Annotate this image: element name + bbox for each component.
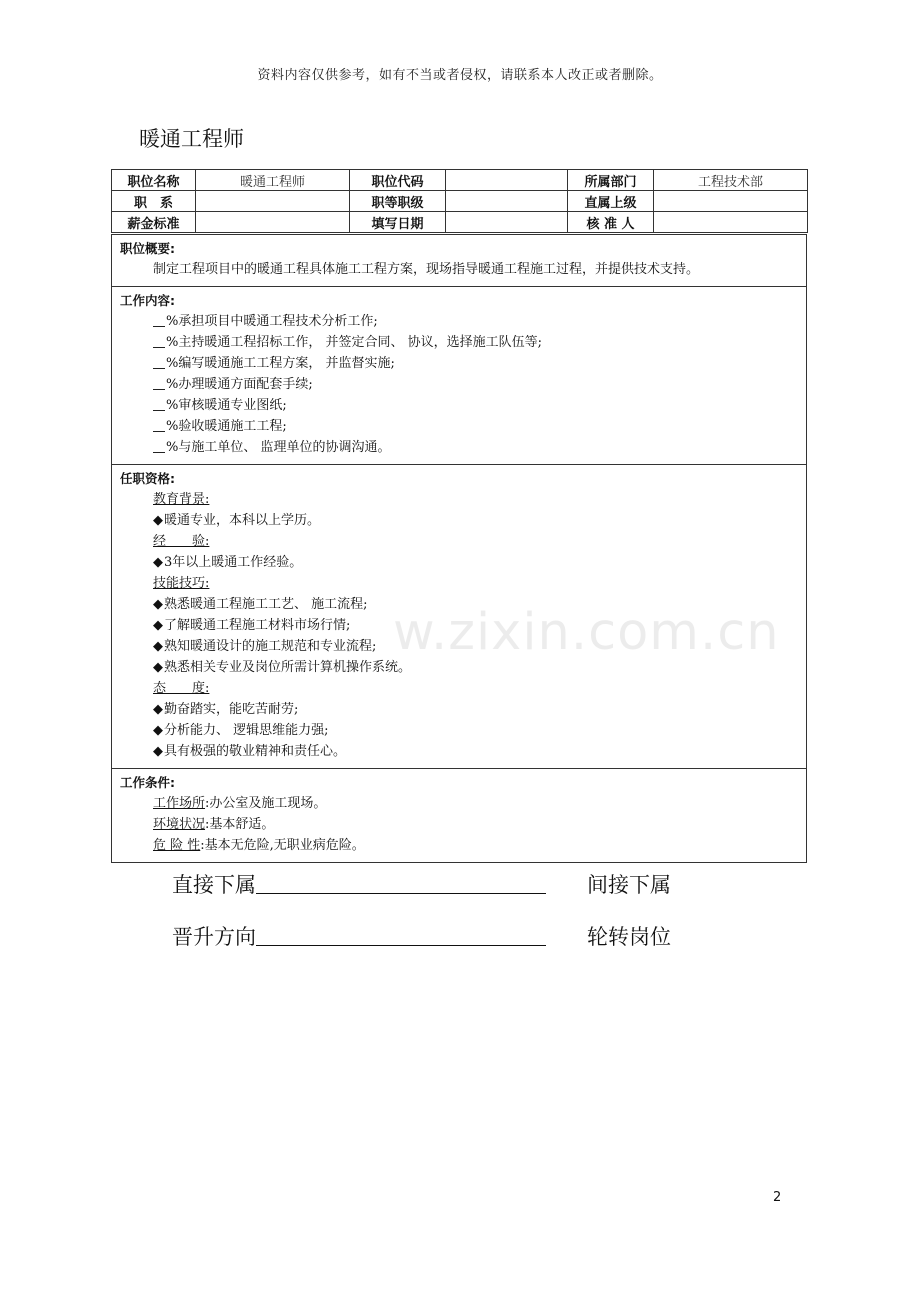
percent-blank (153, 417, 165, 432)
list-item (120, 510, 798, 531)
duty-text: %与施工单位、 监理单位的协调沟通。 (166, 440, 391, 455)
env-label: 环境状况 (153, 817, 206, 832)
list-item (120, 374, 798, 395)
summary-heading: 职位概要: (120, 241, 175, 256)
list-item (120, 395, 798, 416)
list-item (120, 720, 798, 741)
skill-text: 熟知暖通设计的施工规范和专业流程; (164, 639, 377, 654)
diamond-bullet-icon: ◆ (153, 702, 163, 717)
experience-label (120, 531, 798, 552)
list-item (120, 332, 798, 353)
attitude-label (120, 678, 798, 699)
label-job-family: 职 系 (112, 191, 196, 212)
value-supervisor (654, 191, 808, 212)
diamond-bullet-icon: ◆ (153, 513, 163, 528)
conditions-heading: 工作条件: (120, 775, 175, 790)
risk-label: 危 险 性 (153, 838, 201, 853)
table-row (112, 212, 808, 233)
duty-text: %验收暖通施工工程; (166, 419, 287, 434)
percent-blank (153, 438, 165, 453)
label-position-name: 职位名称 (112, 170, 196, 191)
skill-text: 了解暖通工程施工材料市场行情; (164, 618, 351, 633)
attitude-text: 勤奋踏实，能吃苦耐劳; (164, 702, 299, 717)
env-text: :基本舒适。 (205, 817, 275, 832)
label-supervisor: 直属上级 (568, 191, 654, 212)
list-item (120, 793, 798, 814)
duty-text: %审核暖通专业图纸; (166, 398, 287, 413)
value-job-family (196, 191, 350, 212)
diamond-bullet-icon: ◆ (153, 744, 163, 759)
diamond-bullet-icon: ◆ (153, 660, 163, 675)
page-number: 2 (773, 1190, 782, 1205)
direct-subordinates-line (256, 871, 546, 894)
duty-text: %编写暖通施工工程方案， 并监督实施; (166, 356, 395, 371)
risk-text: :基本无危险,无职业病危险。 (200, 838, 365, 853)
place-text: :办公室及施工现场。 (205, 796, 327, 811)
value-department: 工程技术部 (654, 170, 808, 191)
skills-label (120, 573, 798, 594)
experience-label-text: 经 验: (153, 534, 210, 549)
diamond-bullet-icon: ◆ (153, 597, 163, 612)
disclaimer-text: 资料内容仅供参考，如有不当或者侵权，请联系本人改正或者删除。 (257, 68, 663, 83)
diamond-bullet-icon: ◆ (153, 618, 163, 633)
position-info-table (111, 169, 808, 233)
diamond-bullet-icon: ◆ (153, 555, 163, 570)
label-grade: 职等职级 (350, 191, 446, 212)
value-position-code (446, 170, 568, 191)
skills-label-text: 技能技巧: (153, 576, 210, 591)
percent-blank (153, 333, 165, 348)
value-fill-date (446, 212, 568, 233)
summary-text: 制定工程项目中的暖通工程具体施工工程方案，现场指导暖通工程施工过程，并提供技术支持。 (153, 262, 700, 277)
education-label-text: 教育背景: (153, 492, 210, 507)
promotion-line (256, 923, 546, 946)
duty-text: %承担项目中暖通工程技术分析工作; (166, 314, 378, 329)
rotation-label: 轮转岗位 (587, 925, 671, 949)
duties-section (112, 286, 806, 464)
page-title: 暖通工程师 (139, 127, 244, 151)
list-item (120, 311, 798, 332)
summary-section (112, 234, 806, 286)
percent-blank (153, 312, 165, 327)
label-salary: 薪金标准 (112, 212, 196, 233)
value-grade (446, 191, 568, 212)
list-item (120, 437, 798, 458)
attitude-text: 具有极强的敬业精神和责任心。 (164, 744, 347, 759)
percent-blank (153, 375, 165, 390)
value-approver (654, 212, 808, 233)
duty-text: %办理暖通方面配套手续; (166, 377, 313, 392)
percent-blank (153, 396, 165, 411)
value-salary (196, 212, 350, 233)
list-item (120, 835, 798, 856)
indirect-subordinates-label: 间接下属 (587, 873, 671, 897)
qualifications-heading: 任职资格: (120, 471, 175, 486)
value-position-name: 暖通工程师 (196, 170, 350, 191)
label-department: 所属部门 (568, 170, 654, 191)
table-row (112, 191, 808, 212)
diamond-bullet-icon: ◆ (153, 639, 163, 654)
diamond-bullet-icon: ◆ (153, 723, 163, 738)
label-position-code: 职位代码 (350, 170, 446, 191)
label-approver: 核 准 人 (568, 212, 654, 233)
attitude-label-text: 态 度: (153, 681, 210, 696)
direct-subordinates-label: 直接下属 (172, 873, 256, 897)
percent-blank (153, 354, 165, 369)
place-label: 工作场所 (153, 796, 206, 811)
promotion-row (172, 921, 546, 951)
list-item (120, 353, 798, 374)
experience-text: 3年以上暖通工作经验。 (164, 555, 303, 570)
education-label (120, 489, 798, 510)
conditions-section (112, 768, 806, 862)
skill-text: 熟悉相关专业及岗位所需计算机操作系统。 (164, 660, 412, 675)
skill-text: 熟悉暖通工程施工工艺、 施工流程; (164, 597, 368, 612)
label-fill-date: 填写日期 (350, 212, 446, 233)
list-item (120, 699, 798, 720)
job-description-body (111, 234, 807, 863)
attitude-text: 分析能力、 逻辑思维能力强; (164, 723, 329, 738)
table-row (112, 170, 808, 191)
duty-text: %主持暖通工程招标工作， 并签定合同、 协议，选择施工队伍等; (166, 335, 542, 350)
duties-heading: 工作内容: (120, 293, 175, 308)
list-item (120, 416, 798, 437)
list-item (120, 814, 798, 835)
direct-subordinates-row (172, 869, 546, 899)
list-item (120, 552, 798, 573)
list-item (120, 741, 798, 762)
education-text: 暖通专业，本科以上学历。 (164, 513, 321, 528)
watermark: w.zixin.com.cn (393, 603, 780, 662)
promotion-label: 晋升方向 (172, 925, 256, 949)
